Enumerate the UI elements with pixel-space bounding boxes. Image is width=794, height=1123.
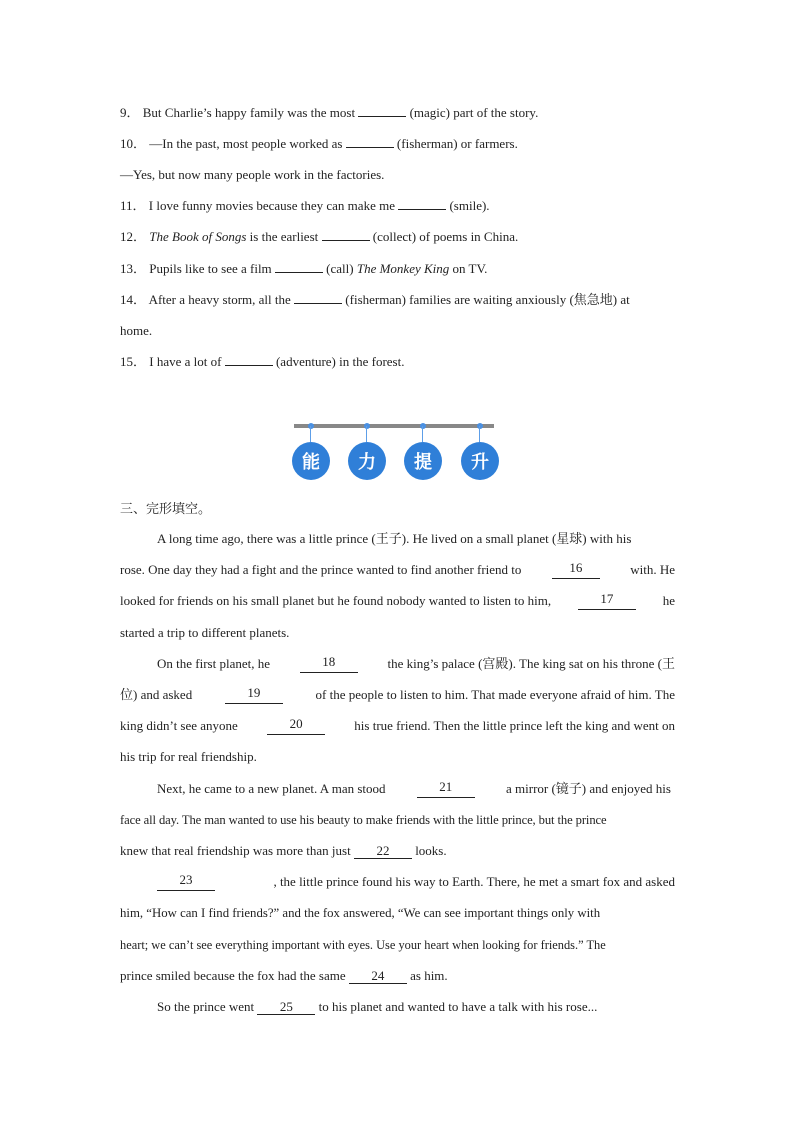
- answer-blank[interactable]: 21: [417, 780, 475, 798]
- question-hint: (fisherman) or farmers.: [396, 136, 518, 151]
- banner-stem: [366, 426, 367, 442]
- passage-line: On the first planet, he 18 the king’s palace (宫殿). The king sat on his throne (王: [157, 654, 675, 671]
- question-text: is the earliest: [249, 229, 319, 244]
- answer-blank[interactable]: [398, 209, 446, 210]
- banner-dot: [308, 423, 314, 429]
- banner-dot: [364, 423, 370, 429]
- question-hint: (call): [326, 261, 354, 276]
- answer-blank[interactable]: 24: [349, 969, 407, 984]
- question-hint: (magic) part of the story.: [409, 105, 539, 120]
- question-text: I have a lot of: [149, 354, 222, 369]
- question-9: [120, 104, 680, 122]
- question-14: [120, 291, 680, 309]
- question-text: —Yes, but now many people work in the factories.: [120, 167, 385, 182]
- answer-blank[interactable]: 16: [552, 561, 600, 579]
- question-hint: (fisherman) families are waiting anxiously (焦急地) at: [345, 292, 630, 307]
- question-12: [120, 228, 680, 246]
- banner-dot: [477, 423, 483, 429]
- question-text: —In the past, most people worked as: [149, 136, 343, 151]
- question-text: Pupils like to see a film: [149, 261, 272, 276]
- question-number: 13．: [120, 261, 147, 276]
- passage-line: So the prince went 25 to his planet and wanted to have a talk with his rose...: [157, 999, 598, 1014]
- question-number: 12．: [120, 229, 147, 244]
- passage-line: him, “How can I find friends?” and the fox answered, “We can see important things only with: [120, 906, 601, 920]
- question-14-cont: [120, 322, 680, 340]
- passage-line: knew that real friendship was more than just 22 looks.: [120, 843, 447, 858]
- question-hint: (smile).: [449, 198, 490, 213]
- banner-dot: [420, 423, 426, 429]
- passage-line: his trip for real friendship.: [120, 749, 257, 764]
- answer-blank[interactable]: [346, 147, 394, 148]
- question-15: [120, 353, 680, 371]
- film-title: The Monkey King: [356, 261, 450, 276]
- question-number: 14．: [120, 292, 147, 307]
- banner-char: 升: [461, 442, 499, 480]
- banner-stem: [479, 426, 480, 442]
- section-title: 三、完形填空。: [120, 502, 212, 517]
- answer-blank[interactable]: [225, 365, 273, 366]
- passage-line: rose. One day they had a fight and the prince wanted to find another friend to 16 with. He: [120, 560, 675, 577]
- passage-line: A long time ago, there was a little prince (王子). He lived on a small planet (星球) with his: [157, 531, 632, 546]
- passage-line: started a trip to different planets.: [120, 625, 290, 640]
- banner-stem: [310, 426, 311, 442]
- passage-line: looked for friends on his small planet but he found nobody wanted to listen to him, 17 he: [120, 591, 675, 608]
- answer-blank[interactable]: [294, 303, 342, 304]
- passage-line: 位) and asked 19 of the people to listen to him. That made everyone afraid of him. The: [120, 685, 675, 702]
- ability-banner: [294, 420, 500, 482]
- banner-char: 能: [292, 442, 330, 480]
- banner-stem: [422, 426, 423, 442]
- passage-line: 23 , the little prince found his way to Earth. There, he met a smart fox and asked: [157, 873, 675, 891]
- banner-bar: [294, 424, 494, 428]
- passage-line: prince smiled because the fox had the same 24 as him.: [120, 968, 448, 983]
- question-11: [120, 197, 680, 215]
- question-hint: (collect) of poems in China.: [372, 229, 519, 244]
- answer-blank[interactable]: 17: [578, 592, 636, 610]
- question-text: But Charlie’s happy family was the most: [142, 105, 356, 120]
- passage-line: king didn’t see anyone 20 his true friend. Then the little prince left the king and went on: [120, 716, 675, 733]
- answer-blank[interactable]: [322, 240, 370, 241]
- question-text: I love funny movies because they can make me: [148, 198, 395, 213]
- question-hint: (adventure) in the forest.: [275, 354, 405, 369]
- passage-line: Next, he came to a new planet. A man stood 21 a mirror (镜子) and enjoyed his: [157, 779, 671, 796]
- answer-blank[interactable]: 18: [300, 655, 358, 673]
- question-10: [120, 135, 680, 153]
- answer-blank[interactable]: 19: [225, 686, 283, 704]
- answer-blank[interactable]: 22: [354, 844, 412, 859]
- question-number: 15．: [120, 354, 147, 369]
- answer-blank[interactable]: 23: [157, 873, 215, 891]
- question-text-end: on TV.: [452, 261, 488, 276]
- question-text: After a heavy storm, all the: [148, 292, 291, 307]
- answer-blank[interactable]: 25: [257, 1000, 315, 1015]
- book-title: The Book of Songs: [149, 229, 247, 244]
- passage-line: heart; we can’t see everything important with eyes. Use your heart when looking for friends.” The: [120, 938, 606, 952]
- answer-blank[interactable]: [358, 116, 406, 117]
- banner-char: 提: [404, 442, 442, 480]
- passage-line: face all day. The man wanted to use his beauty to make friends with the little prince, but the prince: [120, 813, 607, 827]
- question-13: [120, 260, 680, 278]
- question-number: 10．: [120, 136, 147, 151]
- banner-char: 力: [348, 442, 386, 480]
- answer-blank[interactable]: [275, 272, 323, 273]
- question-number: 9．: [120, 105, 140, 120]
- answer-blank[interactable]: 20: [267, 717, 325, 735]
- question-10-reply: [120, 166, 680, 184]
- question-text: home.: [120, 323, 153, 338]
- question-number: 11．: [120, 198, 146, 213]
